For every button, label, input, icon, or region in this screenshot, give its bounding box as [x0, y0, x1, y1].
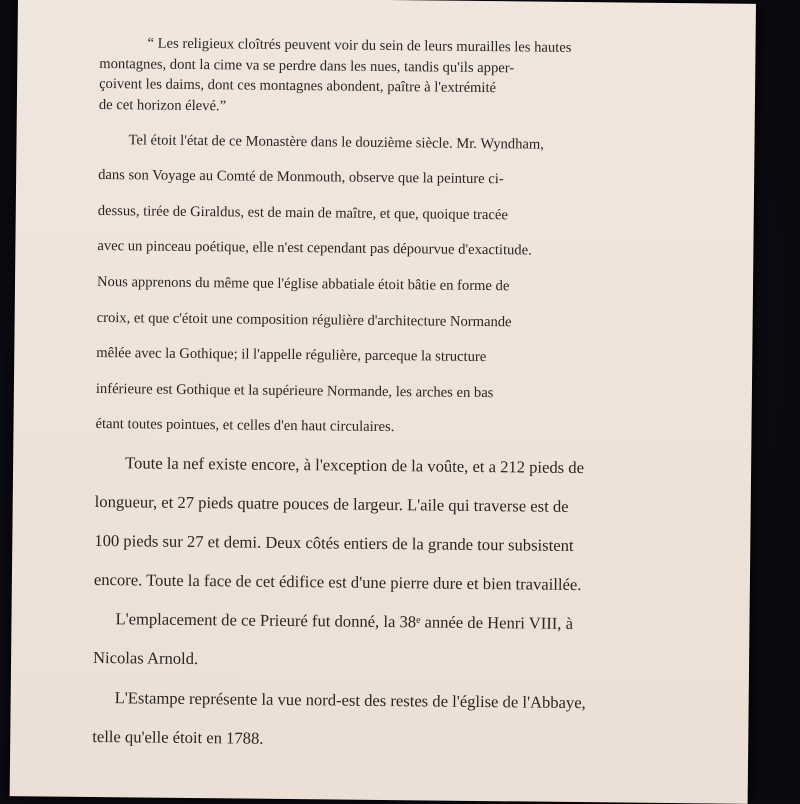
text-line: Toute la nef existe encore, à l'exception de la voûte, et a 212 pieds de [125, 453, 585, 478]
paragraph-quote [99, 33, 690, 121]
text-line: montagnes, dont la cime va se perdre dans les nues, tandis qu'ils apper- [99, 55, 515, 76]
text-line: Nicolas Arnold. [92, 648, 199, 669]
text-line: encore. Toute la face de cet édifice est d'une pierre dure et bien travaillée. [93, 570, 582, 595]
text-line: de cet horizon élevé.” [98, 96, 227, 114]
paragraph-nef [94, 452, 685, 598]
paragraph-estampe [92, 686, 683, 754]
text-line: étant toutes pointues, et celles d'en haut circulaires. [95, 416, 395, 436]
text-line: avec un pinceau poétique, elle n'est cependant pas dépourvue d'exactitude. [97, 238, 532, 259]
text-line: telle qu'elle étoit en 1788. [92, 726, 264, 748]
text-line: longueur, et 27 pieds quatre pouces de largeur. L'aile qui traverse est de [94, 491, 569, 516]
text-line: “ Les religieux cloîtrés peuvent voir du sein de leurs murailles les hautes [147, 35, 572, 56]
printed-page [10, 0, 756, 804]
text-line: Nous apprenons du même que l'église abbatiale étoit bâtie en forme de [96, 273, 510, 295]
text-line: L'Estampe représente la vue nord-est des restes de l'église de l'Abbaye, [114, 687, 586, 712]
text-line: 100 pieds sur 27 et demi. Deux côtés entiers de la grande tour subsistent [94, 531, 574, 556]
text-line: çoivent les daims, dont ces montagnes abondent, paître à l'extrémité [99, 75, 497, 97]
paragraph-emplacement [93, 608, 684, 676]
page-text [92, 33, 690, 771]
text-line: mêlée avec la Gothique; il l'appelle régulière, parceque la structure [96, 345, 487, 366]
text-line: inférieure est Gothique et la supérieure Normande, les arches en bas [95, 380, 494, 401]
text-line: Tel étoit l'état de ce Monastère dans le douzième siècle. Mr. Wyndham, [128, 131, 545, 153]
text-line: dessus, tirée de Giraldus, est de main de maître, et que, quoique tracée [97, 202, 508, 224]
text-line: L'emplacement de ce Prieuré fut donné, la 38ᵉ année de Henri VIII, à [115, 609, 574, 634]
text-line: croix, et que c'étoit une composition régulière d'architecture Normande [96, 309, 512, 330]
paragraph-monastere [95, 130, 688, 442]
text-line: dans son Voyage au Comté de Monmouth, observe que la peinture ci- [98, 167, 504, 188]
